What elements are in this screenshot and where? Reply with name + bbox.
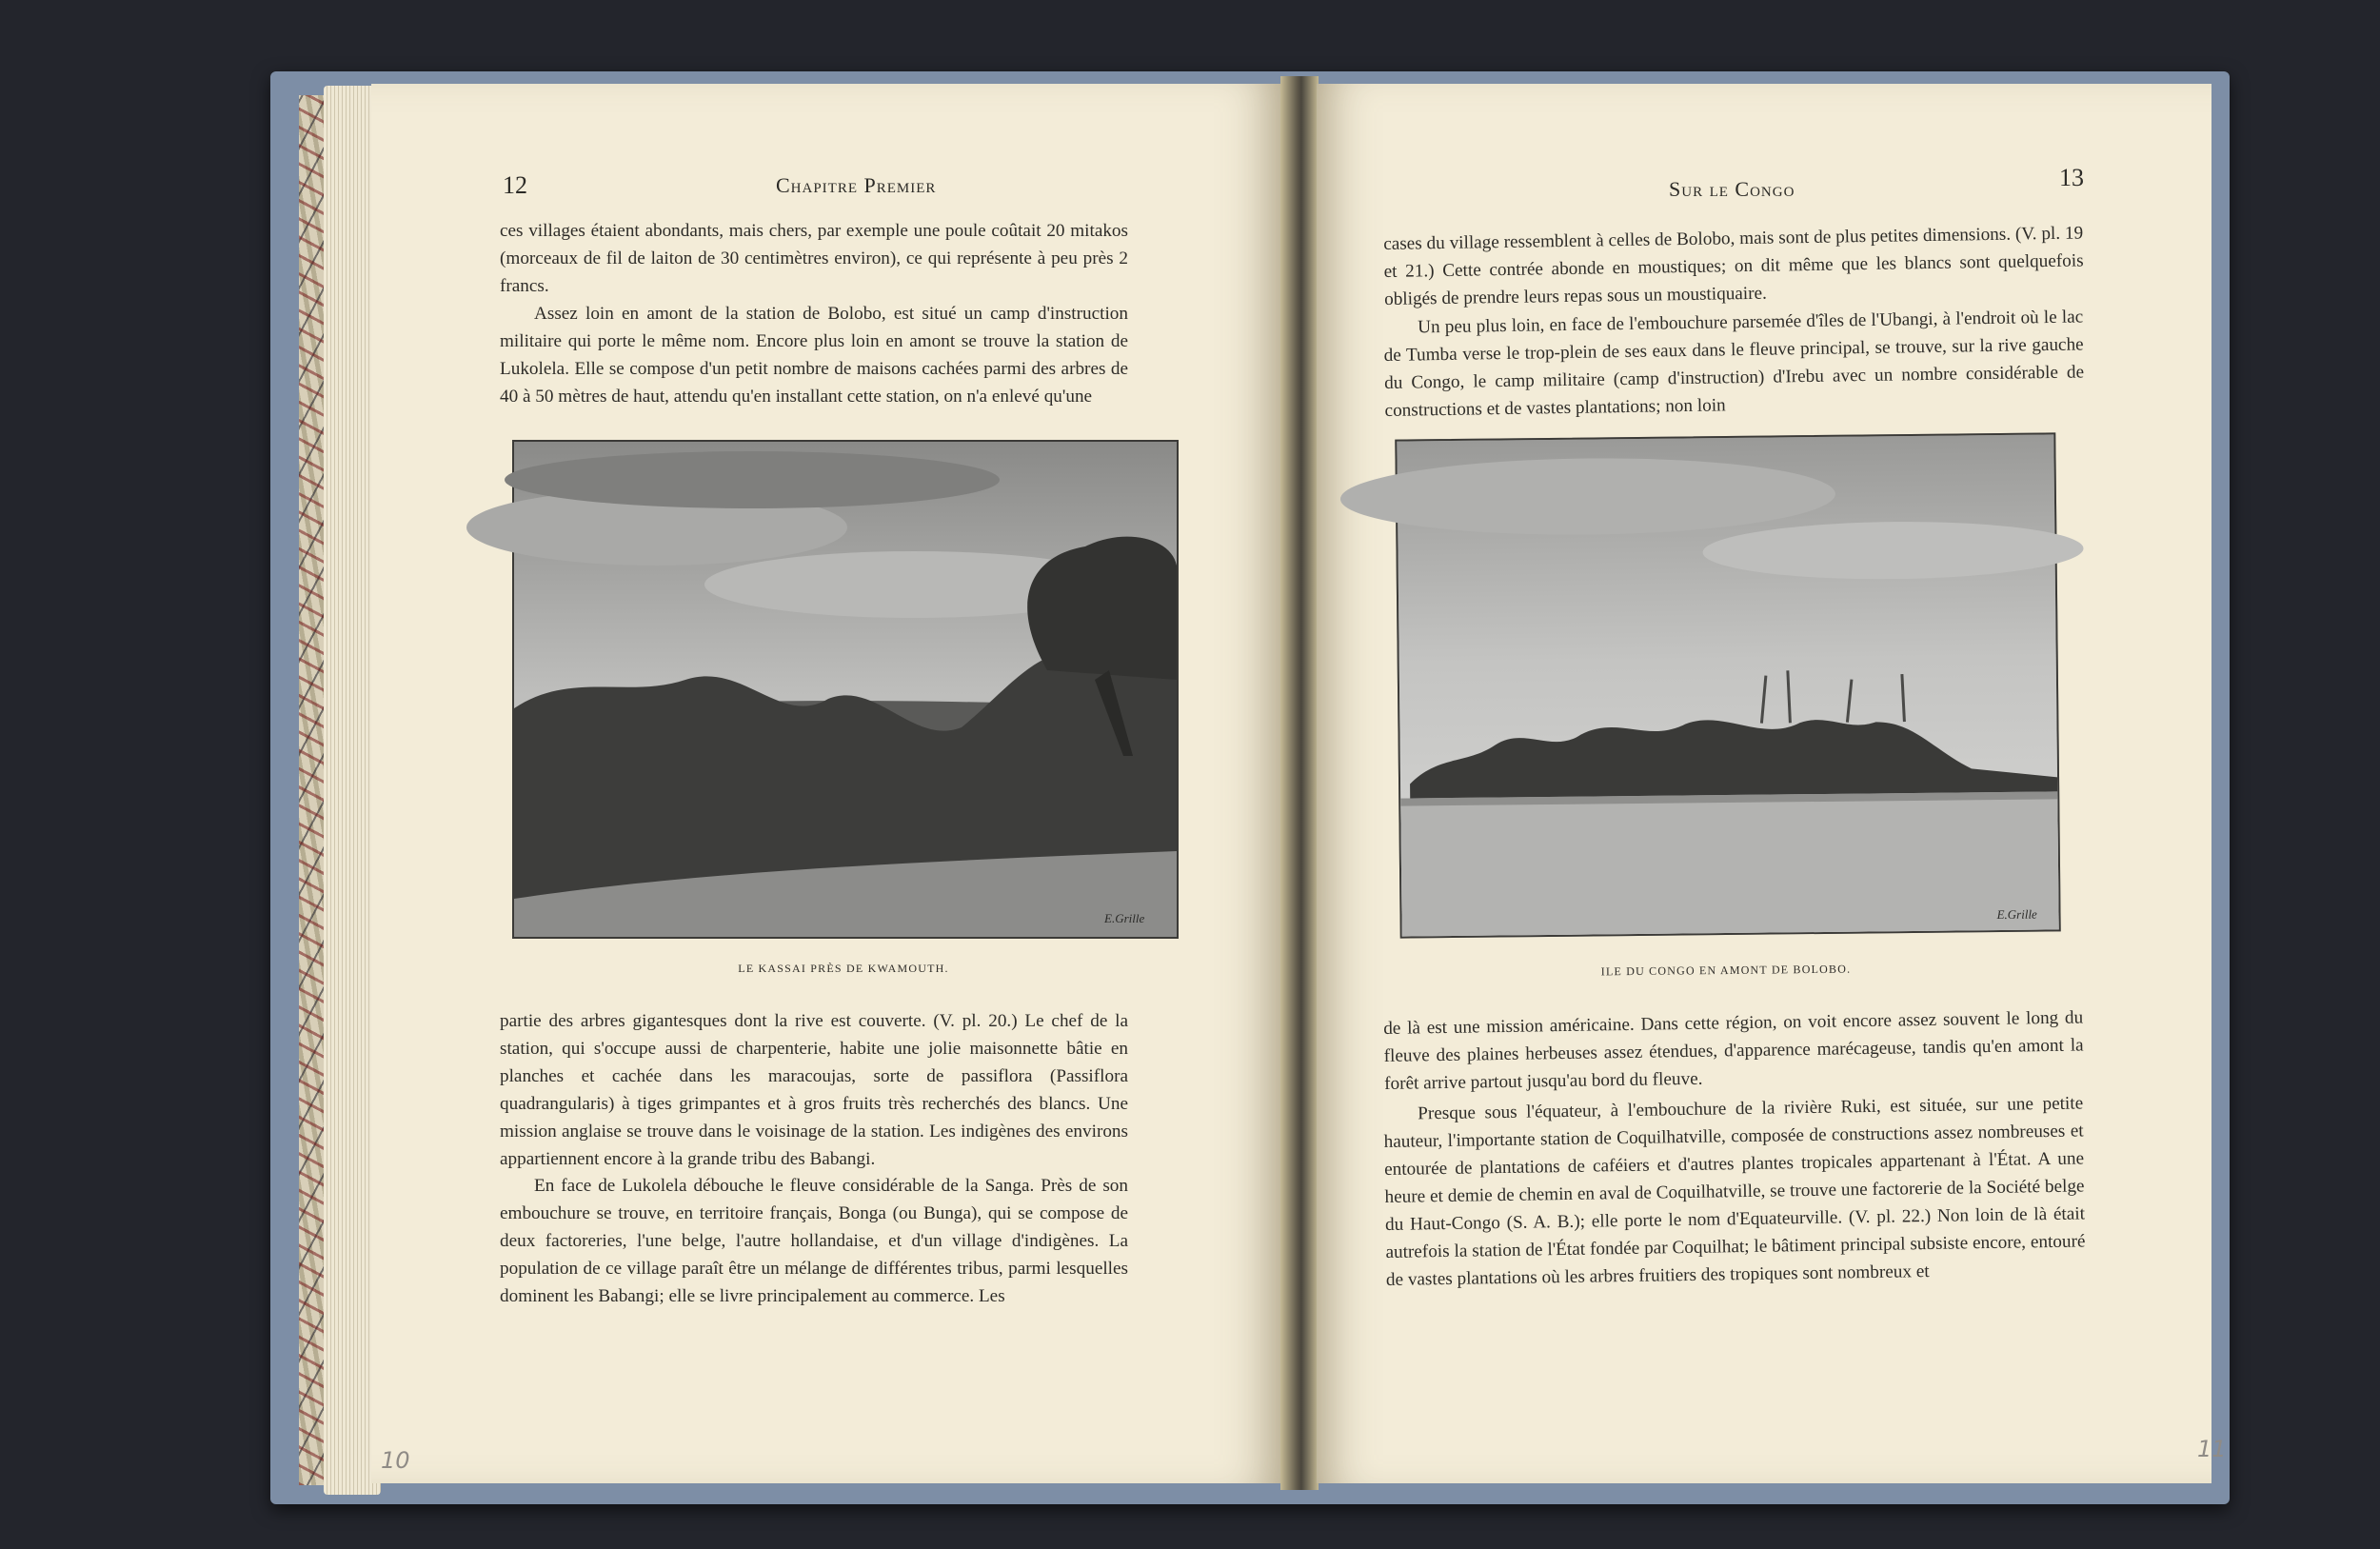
- plate-kassai: [512, 440, 1179, 939]
- right-page: [1317, 84, 2227, 1483]
- right-paragraph-2: Un peu plus loin, en face de l'embouchure parsemée d'îles de l'Ubangi, à l'endroit où le lac de Tumba verse le trop-plein de ses eaux dans le fleuve principal, se trouve, sur la rive gauche du Congo, le camp militaire (camp d'instruction) d'Irebu avec un nombre considérable de constructions et de vastes plantations; non loin: [1383, 307, 2085, 421]
- left-pencil-mark: 10: [381, 1447, 410, 1474]
- left-paragraph-1: ces villages étaient abondants, mais chers, par exemple une poule coûtait 20 mitakos (morceaux de fil de laiton de 30 centimètres environ), ce qui représente à peu près 2 francs.: [500, 221, 1128, 296]
- plate-ile-congo-image: [1397, 434, 2058, 936]
- plate-kassai-caption: LE KASSAI PRÈS DE KWAMOUTH.: [738, 962, 949, 975]
- plate-ile-congo: [1395, 432, 2060, 938]
- plate-ile-congo-signature: E.Grille: [1996, 906, 2037, 923]
- plate-kassai-signature: E.Grille: [1104, 911, 1145, 925]
- right-pencil-mark: 11: [2197, 1436, 2227, 1462]
- left-page-number: 12: [503, 171, 527, 199]
- left-paragraph-3: partie des arbres gigantesques dont la rive est couverte. (V. pl. 20.) Le chef de la station, qui s'occupe aussi de charpenterie, habite une jolie maisonnette bâtie en planches et cachée dans les maracoujas, sorte de passiflora (Passiflora quadrangularis) à tiges grimpantes et à gros fruits très recherchés des blancs. Une mission anglaise se trouve dans le voisinage de la station. Les indigènes des environs appartiennent encore à la grande tribu des Babangi.: [500, 1011, 1128, 1169]
- left-paragraph-2: Assez loin en amont de la station de Bolobo, est situé un camp d'instruction militaire qui porte le même nom. Encore plus loin en amont se trouve la station de Lukolela. Elle se compose d'un petit nombre de maisons cachées parmi des arbres de 40 à 50 mètres de haut, attendu qu'en installant cette station, on n'a enlevé qu'une: [500, 304, 1128, 407]
- left-page: [371, 84, 1280, 1483]
- left-running-head: Chapitre Premier: [776, 173, 937, 197]
- right-paragraph-1: cases du village ressemblent à celles de Bolobo, mais sont de plus petites dimensions. (V. pl. 19 et 21.) Cette contrée abonde en moustiques; on dit même que les blancs sont quelquefois obligés de prendre leurs repas sous un moustiquaire.: [1383, 223, 2084, 309]
- left-paragraph-4: En face de Lukolela débouche le fleuve considérable de la Sanga. Près de son embouchure se trouve, en territoire français, Bonga (ou Bunga), qui se compose de deux factoreries, l'une belge, l'autre hollandaise, et d'un village d'indigènes. La population de ce village paraît être un mélange de différentes tribus, parmi lesquelles dominent les Babangi; elle se livre principalement au commerce. Les: [500, 1176, 1128, 1306]
- plate-kassai-image: [514, 442, 1177, 937]
- right-paragraph-4: Presque sous l'équateur, à l'embouchure de la rivière Ruki, est située, sur une petite hauteur, l'importante station de Coquilhatville, composée de constructions assez nombreuses et entourée de plantations de caféiers et d'autres plantes tropicales appartenant à l'État. A une heure et demie de chemin en aval de Coquilhatville, se trouve une factorerie de la Société belge du Haut-Congo (S. A. B.); elle porte le nom d'Equateurville. (V. pl. 22.) Non loin de là était autrefois la station de l'État fondée par Coquilhat; le bâtiment principal subsiste encore, entouré de vastes plantations où les arbres fruitiers des tropiques sont nombreux et: [1383, 1093, 2086, 1290]
- right-running-head: Sur le Congo: [1669, 177, 1795, 201]
- book-gutter: [1280, 76, 1319, 1490]
- right-paragraph-3: de là est une mission américaine. Dans cette région, on voit encore assez souvent le long du fleuve des plaines herbeuses assez étendues, d'apparence marécageuse, tandis qu'en amont la forêt arrive partout jusqu'au bord du fleuve.: [1383, 1007, 2084, 1094]
- plate-ile-congo-caption: ILE DU CONGO EN AMONT DE BOLOBO.: [1600, 962, 1852, 979]
- right-page-number: 13: [2059, 164, 2084, 191]
